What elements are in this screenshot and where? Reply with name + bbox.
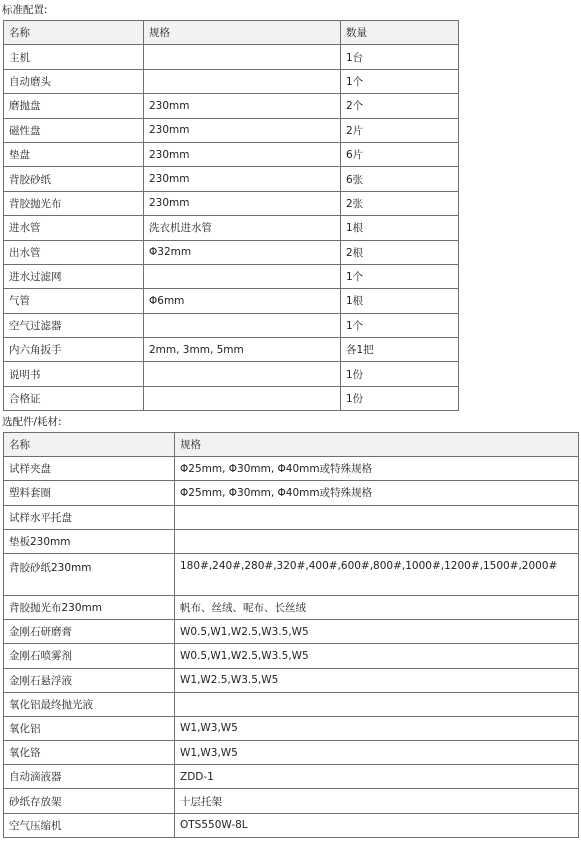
cell-spec: ZDD-1 [175,765,579,789]
cell-name: 主机 [4,45,144,69]
cell-name: 氧化铝最终抛光液 [4,692,175,716]
cell-name: 磁性盘 [4,118,144,142]
cell-spec: W0.5,W1,W2.5,W3.5,W5 [175,644,579,668]
table-row [4,313,459,337]
table-header-row [4,433,579,457]
cell-spec: 230mm [144,167,341,191]
header-spec: 规格 [144,21,341,45]
cell-spec: 230mm [144,142,341,166]
cell-name: 自动磨头 [4,69,144,93]
cell-spec: 2mm, 3mm, 5mm [144,338,341,362]
table-row [4,741,579,765]
cell-spec [144,264,341,288]
cell-name: 背胶砂纸 [4,167,144,191]
table-row [4,668,579,692]
cell-spec [144,45,341,69]
cell-spec: W0.5,W1,W2.5,W3.5,W5 [175,620,579,644]
header-spec: 规格 [175,433,579,457]
cell-spec: W1,W3,W5 [175,716,579,740]
cell-spec: Φ32mm [144,240,341,264]
cell-quantity: 1个 [341,69,459,93]
cell-spec: 帆布、丝绒、呢布、长丝绒 [175,595,579,619]
cell-name: 内六角扳手 [4,338,144,362]
cell-spec [175,529,579,553]
cell-quantity: 1根 [341,216,459,240]
table-row [4,813,579,837]
cell-name: 垫盘 [4,142,144,166]
table-row [4,481,579,505]
cell-name: 金刚石研磨膏 [4,620,175,644]
table-row [4,716,579,740]
table-row [4,118,459,142]
cell-quantity: 2根 [341,240,459,264]
cell-name: 进水过滤网 [4,264,144,288]
cell-quantity: 1个 [341,313,459,337]
cell-spec [144,69,341,93]
header-name: 名称 [4,433,175,457]
table-row [4,264,459,288]
cell-spec: 230mm [144,94,341,118]
table-row [4,69,459,93]
cell-quantity: 各1把 [341,338,459,362]
table-row [4,167,459,191]
cell-quantity: 2张 [341,191,459,215]
cell-name: 背胶砂纸230mm [4,553,175,595]
table-row [4,142,459,166]
table-row [4,191,459,215]
cell-spec [144,362,341,386]
table-header-row [4,21,459,45]
cell-name: 合格证 [4,386,144,410]
cell-quantity: 1份 [341,386,459,410]
cell-spec: 230mm [144,191,341,215]
table-row [4,216,459,240]
cell-quantity: 2片 [341,118,459,142]
cell-spec [175,692,579,716]
table-row [4,457,579,481]
cell-name: 出水管 [4,240,144,264]
cell-quantity: 1份 [341,362,459,386]
cell-name: 氧化铬 [4,741,175,765]
standard-config-table [3,20,459,411]
cell-name: 试样水平托盘 [4,505,175,529]
table-row [4,94,459,118]
cell-quantity: 1台 [341,45,459,69]
cell-spec: 180#,240#,280#,320#,400#,600#,800#,1000#,1200#,1500#,2000# [175,553,579,595]
cell-spec: OTS550W-8L [175,813,579,837]
cell-spec: 洗衣机进水管 [144,216,341,240]
table-row [4,386,459,410]
cell-spec [144,313,341,337]
table-row [4,595,579,619]
table-row [4,765,579,789]
cell-name: 塑料套圈 [4,481,175,505]
cell-spec: Φ25mm, Φ30mm, Φ40mm或特殊规格 [175,481,579,505]
cell-spec [175,505,579,529]
table-row [4,338,459,362]
cell-quantity: 6片 [341,142,459,166]
optional-parts-caption: 选配件/耗材: [2,416,62,428]
cell-name: 背胶抛光布230mm [4,595,175,619]
table-row [4,644,579,668]
cell-name: 磨抛盘 [4,94,144,118]
cell-spec: 十层托架 [175,789,579,813]
table-row [4,505,579,529]
cell-name: 金刚石喷雾剂 [4,644,175,668]
cell-name: 说明书 [4,362,144,386]
header-quantity: 数量 [341,21,459,45]
cell-spec [144,386,341,410]
table-row [4,45,459,69]
standard-config-caption: 标准配置: [2,4,48,16]
table-row [4,289,459,313]
cell-quantity: 1个 [341,264,459,288]
cell-name: 试样夹盘 [4,457,175,481]
cell-quantity: 2个 [341,94,459,118]
table-row [4,240,459,264]
table-row [4,620,579,644]
cell-quantity: 1根 [341,289,459,313]
cell-name: 垫板230mm [4,529,175,553]
table-row [4,553,579,595]
table-row [4,362,459,386]
table-row [4,529,579,553]
cell-name: 金刚石悬浮液 [4,668,175,692]
cell-spec: 230mm [144,118,341,142]
cell-name: 空气压缩机 [4,813,175,837]
cell-name: 气管 [4,289,144,313]
cell-name: 背胶抛光布 [4,191,144,215]
cell-name: 进水管 [4,216,144,240]
table-row [4,789,579,813]
table-row [4,692,579,716]
optional-parts-table [3,432,579,838]
cell-name: 自动滴液器 [4,765,175,789]
cell-name: 砂纸存放架 [4,789,175,813]
cell-spec: W1,W3,W5 [175,741,579,765]
header-name: 名称 [4,21,144,45]
cell-spec: W1,W2.5,W3.5,W5 [175,668,579,692]
cell-name: 氧化铝 [4,716,175,740]
cell-name: 空气过滤器 [4,313,144,337]
cell-quantity: 6张 [341,167,459,191]
cell-spec: Φ25mm, Φ30mm, Φ40mm或特殊规格 [175,457,579,481]
cell-spec: Φ6mm [144,289,341,313]
